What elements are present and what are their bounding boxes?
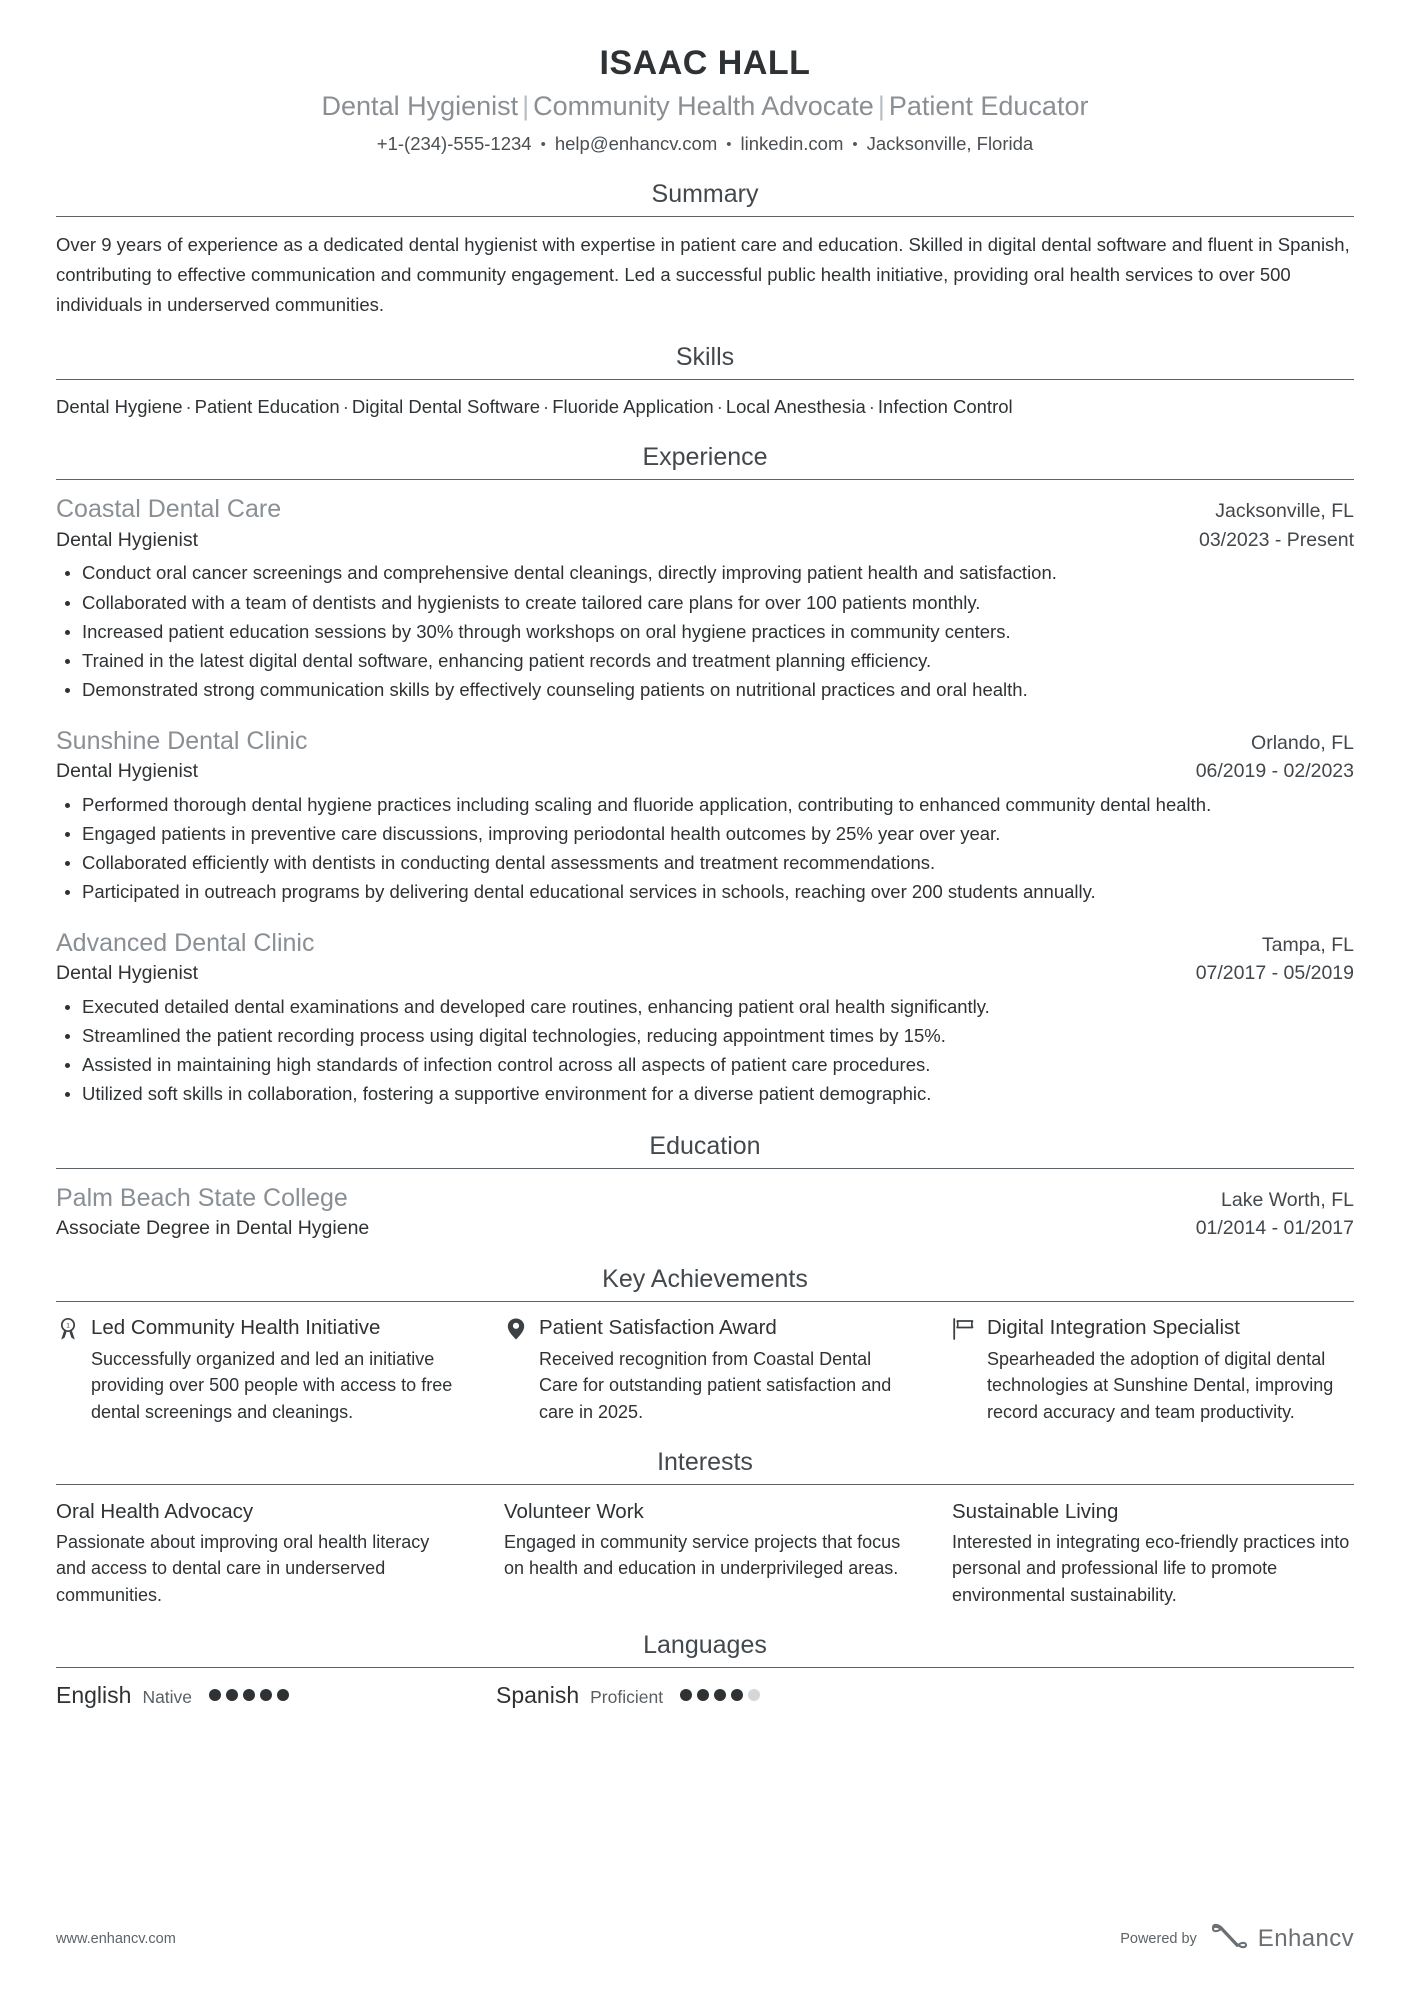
skill-separator: · bbox=[868, 395, 875, 417]
job-location: Orlando, FL bbox=[1251, 731, 1354, 754]
skill-item: Fluoride Application bbox=[552, 395, 714, 417]
section-divider bbox=[56, 379, 1354, 380]
section-divider bbox=[56, 1667, 1354, 1668]
brand-name: Enhancv bbox=[1257, 1925, 1354, 1952]
job-bullet: Utilized soft skills in collaboration, fostering a supportive environment for a diverse patient demographic. bbox=[56, 1080, 1354, 1108]
footer-website-url[interactable]: www.enhancv.com bbox=[56, 1931, 176, 1947]
section-title-summary: Summary bbox=[651, 179, 759, 208]
interest-item bbox=[504, 1498, 906, 1582]
language-level: Native bbox=[142, 1686, 193, 1707]
job-location: Jacksonville, FL bbox=[1215, 500, 1354, 523]
section-divider bbox=[56, 1301, 1354, 1302]
job-location: Tampa, FL bbox=[1261, 933, 1354, 956]
interest-description: Interested in integrating eco-friendly practices into personal and professional life to promote environmental sustainability. bbox=[952, 1531, 1350, 1605]
job-bullet: Participated in outreach programs by delivering dental educational services in schools, reaching over 200 students annually. bbox=[56, 878, 1354, 906]
contact-email[interactable]: help@enhancv.com bbox=[554, 132, 718, 154]
achievement-header bbox=[504, 1315, 906, 1342]
job-dates: 07/2017 - 05/2019 bbox=[1195, 962, 1354, 985]
job-bullet: Engaged patients in preventive care discussions, improving periodontal health outcomes by 25% year over year. bbox=[56, 820, 1354, 848]
powered-by-label: Powered by bbox=[1120, 1931, 1197, 1947]
job-dates: 06/2019 - 02/2023 bbox=[1195, 760, 1354, 783]
section-experience bbox=[56, 442, 1354, 1108]
experience-entry bbox=[56, 493, 1354, 704]
job-title: Dental Hygienist bbox=[56, 962, 198, 985]
interest-description: Engaged in community service projects that focus on health and education in underprivileged areas. bbox=[504, 1531, 901, 1579]
summary-text: Over 9 years of experience as a dedicated dental hygienist with expertise in patient care and education. Skilled in digital dental software and fluent in Spanish, contributing to effective communication and community engagement. Led a successful public health initiative, providing oral health services to over 500 individuals in underserved communities. bbox=[56, 233, 1350, 315]
contact-phone: +1-(234)-555-1234 bbox=[376, 132, 532, 154]
section-interests bbox=[56, 1447, 1354, 1608]
svg-text:1: 1 bbox=[66, 1322, 70, 1330]
skill-separator: · bbox=[543, 395, 550, 417]
candidate-headline bbox=[56, 88, 1354, 124]
section-title-skills: Skills bbox=[675, 342, 735, 371]
interests-grid bbox=[56, 1498, 1354, 1608]
experience-entry bbox=[56, 725, 1354, 907]
achievement-title: Patient Satisfaction Award bbox=[539, 1315, 777, 1339]
achievement-header bbox=[952, 1315, 1354, 1342]
section-title-languages: Languages bbox=[643, 1630, 767, 1659]
proficiency-dot-empty bbox=[748, 1689, 760, 1701]
section-title-interests: Interests bbox=[657, 1447, 753, 1476]
skill-item: Dental Hygiene bbox=[56, 395, 183, 417]
section-languages bbox=[56, 1630, 1354, 1711]
job-bullet: Performed thorough dental hygiene practices including scaling and fluoride application, contributing to enhanced community dental health. bbox=[56, 791, 1354, 819]
company-name: Advanced Dental Clinic bbox=[56, 928, 315, 957]
language-level: Proficient bbox=[590, 1686, 664, 1707]
interest-title: Volunteer Work bbox=[504, 1499, 644, 1523]
interest-title: Oral Health Advocacy bbox=[56, 1499, 254, 1523]
experience-entry bbox=[56, 927, 1354, 1109]
experience-entry-subheader bbox=[56, 959, 1354, 986]
contact-location: Jacksonville, Florida bbox=[866, 132, 1034, 154]
achievement-description: Successfully organized and led an initiative providing over 500 people with access to free dental screenings and cleanings. bbox=[91, 1348, 453, 1422]
headline-separator-1: | bbox=[522, 90, 530, 121]
skill-separator: · bbox=[185, 395, 192, 417]
section-divider bbox=[56, 1168, 1354, 1169]
achievement-item bbox=[504, 1315, 906, 1425]
achievement-title: Led Community Health Initiative bbox=[91, 1315, 381, 1339]
proficiency-dot-filled bbox=[260, 1689, 272, 1701]
language-item bbox=[56, 1681, 496, 1711]
brand-lockup bbox=[1210, 1923, 1354, 1955]
contact-linkedin[interactable]: linkedin.com bbox=[740, 132, 844, 154]
proficiency-dot-filled bbox=[731, 1689, 743, 1701]
achievement-title: Digital Integration Specialist bbox=[987, 1315, 1240, 1339]
education-list bbox=[56, 1182, 1354, 1242]
experience-entry-header bbox=[56, 927, 1354, 960]
proficiency-dot-filled bbox=[680, 1689, 692, 1701]
proficiency-dot-filled bbox=[714, 1689, 726, 1701]
interest-title: Sustainable Living bbox=[952, 1499, 1119, 1523]
page-footer bbox=[56, 1923, 1354, 1955]
language-proficiency-dots bbox=[680, 1689, 760, 1701]
experience-entry-header bbox=[56, 725, 1354, 758]
achievement-header bbox=[56, 1315, 458, 1342]
section-title-education: Education bbox=[649, 1131, 761, 1160]
company-name: Sunshine Dental Clinic bbox=[56, 726, 308, 755]
interest-description: Passionate about improving oral health literacy and access to dental care in underserved communities. bbox=[56, 1531, 430, 1605]
job-bullet: Streamlined the patient recording process using digital technologies, reducing appointment times by 15%. bbox=[56, 1022, 1354, 1050]
proficiency-dot-filled bbox=[697, 1689, 709, 1701]
job-bullet-list bbox=[56, 559, 1354, 704]
school-location: Lake Worth, FL bbox=[1221, 1188, 1354, 1211]
contact-separator-1: • bbox=[540, 135, 546, 153]
skills-list bbox=[56, 393, 1354, 421]
job-bullet: Trained in the latest digital dental software, enhancing patient records and treatment planning efficiency. bbox=[56, 647, 1354, 675]
education-entry bbox=[56, 1182, 1354, 1242]
enhancv-logo-icon bbox=[1210, 1923, 1250, 1955]
achievement-description: Received recognition from Coastal Dental Care for outstanding patient satisfaction and care in 2025. bbox=[539, 1348, 892, 1422]
interest-item bbox=[952, 1498, 1354, 1608]
job-title: Dental Hygienist bbox=[56, 528, 198, 551]
skill-item: Infection Control bbox=[877, 395, 1013, 417]
proficiency-dot-filled bbox=[226, 1689, 238, 1701]
achievements-grid bbox=[56, 1315, 1354, 1425]
contact-separator-3: • bbox=[852, 135, 858, 153]
education-entry-subheader bbox=[56, 1214, 1354, 1241]
section-title-achievements: Key Achievements bbox=[602, 1264, 808, 1293]
job-bullet-list bbox=[56, 791, 1354, 907]
experience-list bbox=[56, 493, 1354, 1108]
language-proficiency-dots bbox=[209, 1689, 289, 1701]
language-name: Spanish bbox=[496, 1681, 580, 1708]
job-dates: 03/2023 - Present bbox=[1198, 528, 1354, 551]
proficiency-dot-filled bbox=[243, 1689, 255, 1701]
proficiency-dot-filled bbox=[277, 1689, 289, 1701]
language-name: English bbox=[56, 1681, 132, 1708]
section-skills bbox=[56, 342, 1354, 421]
headline-part-2: Community Health Advocate bbox=[533, 90, 874, 121]
skill-item: Local Anesthesia bbox=[725, 395, 866, 417]
badge-icon bbox=[504, 1316, 528, 1342]
company-name: Coastal Dental Care bbox=[56, 495, 282, 524]
candidate-name: ISAAC HALL bbox=[599, 44, 811, 82]
flag-icon bbox=[952, 1316, 976, 1342]
job-bullet-list bbox=[56, 993, 1354, 1109]
degree-name: Associate Degree in Dental Hygiene bbox=[56, 1217, 370, 1240]
experience-entry-subheader bbox=[56, 526, 1354, 553]
languages-list bbox=[56, 1681, 1354, 1711]
education-dates: 01/2014 - 01/2017 bbox=[1195, 1217, 1354, 1240]
experience-entry-subheader bbox=[56, 757, 1354, 784]
job-bullet: Assisted in maintaining high standards of infection control across all aspects of patient care procedures. bbox=[56, 1051, 1354, 1079]
section-divider bbox=[56, 216, 1354, 217]
language-item bbox=[496, 1681, 936, 1711]
job-title: Dental Hygienist bbox=[56, 760, 198, 783]
skill-separator: · bbox=[716, 395, 723, 417]
job-bullet: Collaborated with a team of dentists and hygienists to create tailored care plans for over 100 patients monthly. bbox=[56, 589, 1354, 617]
section-education bbox=[56, 1131, 1354, 1242]
footer-branding bbox=[1120, 1923, 1354, 1955]
education-entry-header bbox=[56, 1182, 1354, 1215]
headline-part-1: Dental Hygienist bbox=[321, 90, 519, 121]
job-bullet: Increased patient education sessions by 30% through workshops on oral hygiene practices in community centers. bbox=[56, 618, 1354, 646]
school-name: Palm Beach State College bbox=[56, 1183, 348, 1212]
skill-separator: · bbox=[342, 395, 349, 417]
contact-line bbox=[56, 131, 1354, 157]
interest-item bbox=[56, 1498, 458, 1608]
section-divider bbox=[56, 1484, 1354, 1485]
section-title-experience: Experience bbox=[642, 443, 768, 472]
section-divider bbox=[56, 479, 1354, 480]
section-summary bbox=[56, 179, 1354, 320]
job-bullet: Collaborated efficiently with dentists in conducting dental assessments and treatment recommendations. bbox=[56, 849, 1354, 877]
proficiency-dot-filled bbox=[209, 1689, 221, 1701]
contact-separator-2: • bbox=[726, 135, 732, 153]
achievement-item bbox=[56, 1315, 458, 1425]
section-achievements bbox=[56, 1264, 1354, 1425]
achievement-item bbox=[952, 1315, 1354, 1425]
headline-separator-2: | bbox=[877, 90, 885, 121]
award-ribbon-icon bbox=[56, 1316, 80, 1342]
skill-item: Patient Education bbox=[194, 395, 340, 417]
job-bullet: Conduct oral cancer screenings and comprehensive dental cleanings, directly improving patient health and satisfaction. bbox=[56, 559, 1354, 587]
experience-entry-header bbox=[56, 493, 1354, 526]
resume-header bbox=[56, 42, 1354, 157]
job-bullet: Executed detailed dental examinations and developed care routines, enhancing patient oral health significantly. bbox=[56, 993, 1354, 1021]
headline-part-3: Patient Educator bbox=[888, 90, 1089, 121]
achievement-description: Spearheaded the adoption of digital dental technologies at Sunshine Dental, improving record accuracy and team productivity. bbox=[987, 1348, 1334, 1422]
job-bullet: Demonstrated strong communication skills by effectively counseling patients on nutritional practices and oral health. bbox=[56, 676, 1354, 704]
skill-item: Digital Dental Software bbox=[351, 395, 541, 417]
